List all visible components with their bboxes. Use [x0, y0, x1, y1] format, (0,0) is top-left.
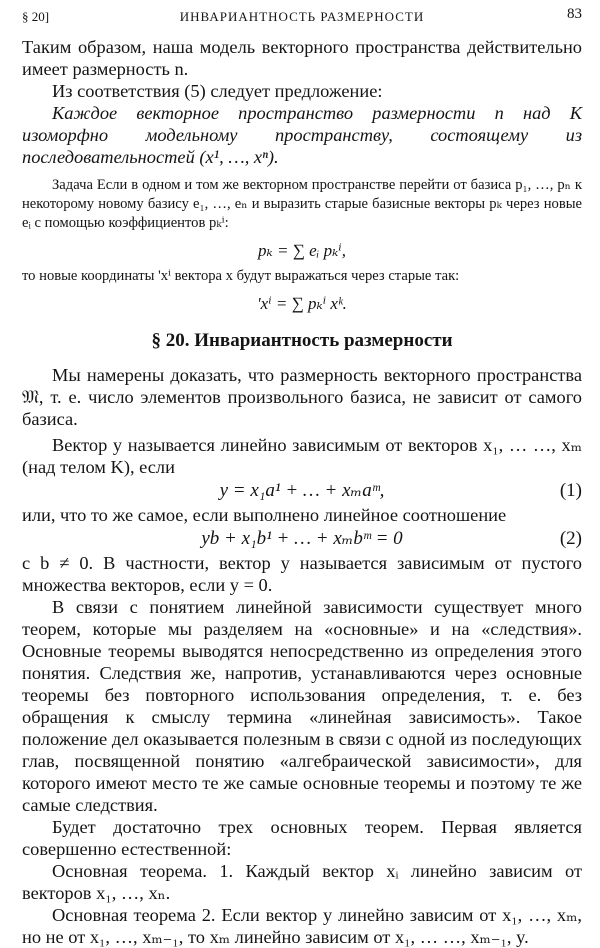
intro-line1: Таким образом, наша модель векторного пространства действительно имеет размерность n.: [22, 37, 582, 79]
equation-1-number: (1): [559, 480, 582, 501]
section-heading: § 20. Инвариантность размерности: [151, 330, 453, 351]
intro-line2: Из соответствия (5) следует предложение:: [52, 81, 383, 101]
theorem1: Основная теорема. 1. Каждый вектор xᵢ линейно зависим от векторов x₁, …, xₙ.: [22, 861, 582, 903]
equation-2-formula: yb + x₁b¹ + … + xₘbᵐ = 0: [201, 528, 403, 549]
header-section: § 20]: [22, 9, 50, 24]
para2: Вектор y называется линейно зависимым от векторов x₁, … …, xₘ (над телом K), если: [22, 435, 582, 477]
page-number: 83: [567, 6, 582, 22]
proposition: Каждое векторное пространство размерности n над K изоморфно модельному пространству, состоящему из последовательностей (x¹, …, xⁿ).: [22, 103, 582, 167]
task-text: Задача Если в одном и том же векторном пространстве перейти от базиса p₁, …, pₙ к некоторому новому базису e₁, …, eₙ и выразить старые базисные векторы pₖ через новые eᵢ с помощью коэффициентов pₖⁱ:: [22, 177, 582, 231]
theorem2: Основная теорема 2. Если вектор y линейно зависим от x₁, …, xₘ, но не от x₁, …, xₘ₋₁, то xₘ линейно зависим от x₁, … …, xₘ₋₁, y.: [22, 905, 582, 947]
task-formula2: 'xⁱ = ∑ pₖⁱ xᵏ.: [257, 294, 347, 313]
task-formula1: pₖ = ∑ eᵢ pₖⁱ,: [258, 241, 346, 260]
equation-2: [22, 526, 582, 552]
task-text2: то новые координаты 'xⁱ вектора x будут выражаться через старые так:: [22, 268, 460, 284]
para5: В связи с понятием линейной зависимости существует много теорем, которые мы разделяем на «основные» и на «следствия». Основные теоремы выводятся непосредственно из определения этого понятия. Следствия же, напротив, устанавливаются через основные теоремы без повторного использования определения, т. е. без обращения к смыслу термина «линейная зависимость». Такое положение дел оказывается полезным в связи с одной из последующих глав, посвященной понятию «алгебраической зависимости», для которого имеют место те же самые основные теоремы и поэтому те же самые следствия.: [22, 597, 582, 815]
page-content: [22, 36, 582, 948]
page-header: [22, 6, 582, 28]
para1: Мы намерены доказать, что размерность векторного пространства 𝔐, т. е. число элементов произвольного базиса, не зависит от самого базиса.: [22, 365, 582, 429]
header-title: ИНВАРИАНТНОСТЬ РАЗМЕРНОСТИ: [179, 9, 425, 24]
para4: с b ≠ 0. В частности, вектор y называется зависимым от пустого множества векторов, если y = 0.: [22, 553, 582, 595]
para6: Будет достаточно трех основных теорем. Первая является совершенно естественной:: [22, 817, 582, 859]
equation-1: [22, 478, 582, 504]
equation-2-number: (2): [559, 528, 582, 549]
para3: или, что то же самое, если выполнено линейное соотношение: [22, 505, 507, 525]
equation-1-formula: y = x₁a¹ + … + xₘaᵐ,: [219, 480, 385, 501]
